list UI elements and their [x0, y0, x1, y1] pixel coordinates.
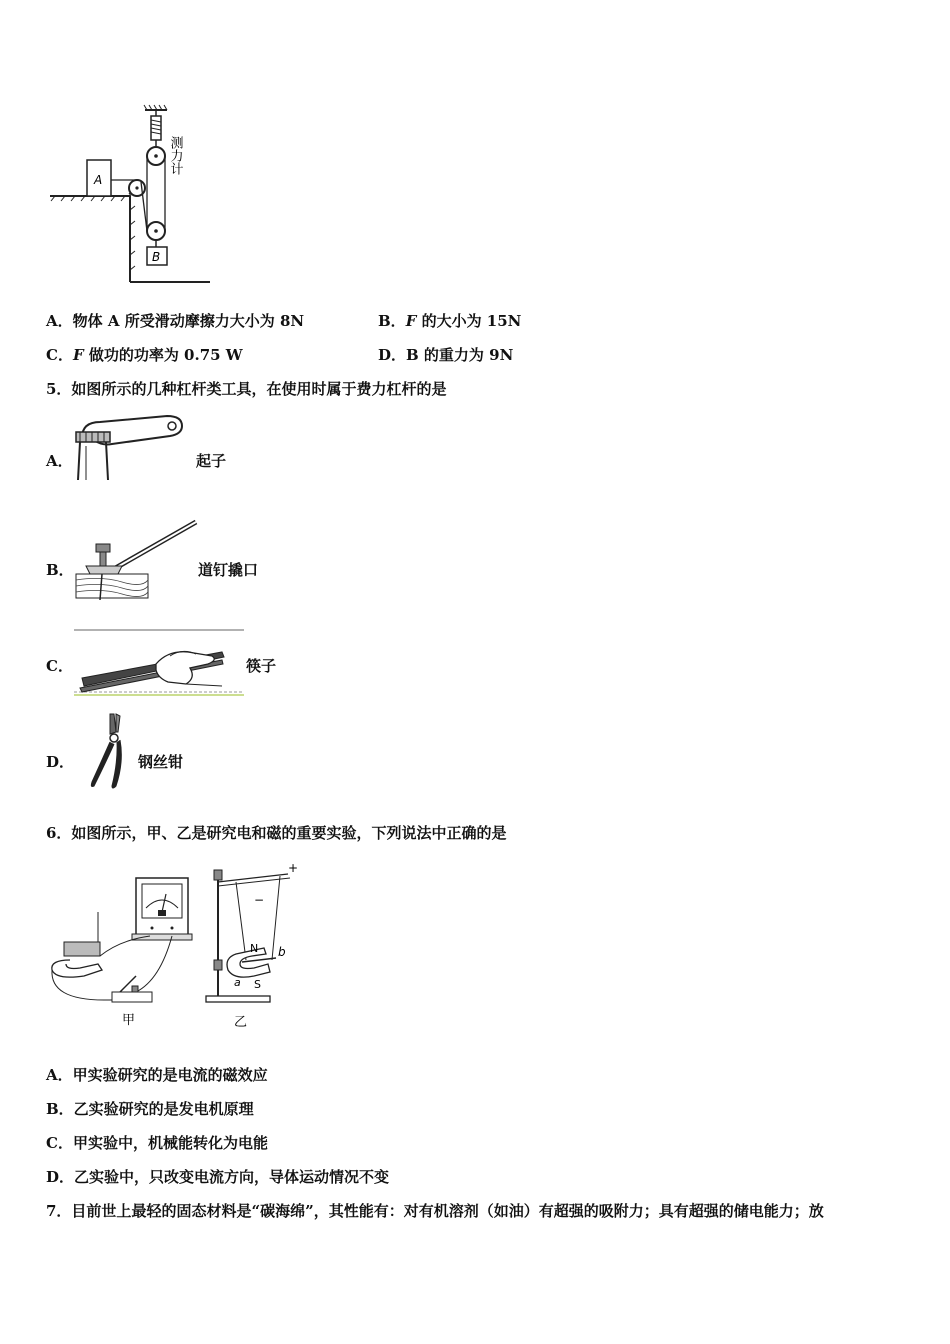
label-minus: − [254, 893, 265, 907]
q6-option-a: A．甲实验研究的是电流的磁效应 [46, 1066, 268, 1084]
q4-option-c [46, 345, 243, 365]
pliers-image [84, 710, 130, 790]
q5-option-d-label: 钢丝钳 [138, 753, 184, 771]
label-s: S [254, 978, 261, 991]
label-plus: + [288, 861, 299, 875]
label-n: N [250, 942, 259, 955]
q4-option-c-rest: 做功的功率为 0.75 W [83, 346, 243, 364]
q7-stem: 7．目前世上最轻的固态材料是“碳海绵”，其性能有：对有机溶剂（如油）有超强的吸附力；具有超强的储电能力；放 [46, 1202, 824, 1220]
label-a: a [234, 976, 241, 989]
q4-option-b-rest: 的大小为 15N [416, 312, 522, 330]
q6-option-b: B．乙实验研究的是发电机原理 [46, 1100, 254, 1118]
q5-option-b-label: 道钉撬口 [198, 561, 259, 579]
q4-option-d: D．B 的重力为 9N [378, 346, 514, 364]
caption-jia: 甲 [122, 1013, 136, 1028]
block-a-label: A [94, 173, 103, 187]
crowbar-image [72, 518, 202, 602]
q5-stem: 5．如图所示的几种杠杆类工具，在使用时属于费力杠杆的是 [46, 380, 447, 398]
caption-yi: 乙 [234, 1015, 248, 1030]
q6-stem: 6．如图所示，甲、乙是研究电和磁的重要实验，下列说法中正确的是 [46, 824, 507, 842]
chopsticks-image [72, 626, 248, 700]
q5-option-c-label: 筷子 [246, 657, 277, 675]
q6-option-d: D．乙实验中，只改变电流方向，导体运动情况不变 [46, 1168, 390, 1186]
pulley-figure [45, 100, 215, 290]
q5-option-c-letter: C． [46, 657, 73, 675]
q6-option-c: C．甲实验中，机械能转化为电能 [46, 1134, 268, 1152]
bottle-opener-image [72, 410, 187, 482]
spring-scale-label: 测力计 [167, 136, 183, 175]
pulley-diagram [45, 100, 215, 290]
q4-option-b-var: F [405, 312, 417, 330]
electromagnetism-figure [40, 860, 310, 1035]
block-b-label: B [152, 250, 161, 264]
q4-option-c-var: F [72, 346, 84, 364]
q4-option-a: A．物体 A 所受滑动摩擦力大小为 8N [46, 312, 305, 330]
q5-option-b-letter: B． [46, 561, 74, 579]
q4-option-c-prefix: C． [46, 346, 73, 364]
q4-option-b [378, 311, 521, 331]
q5-option-a-label: 起子 [196, 452, 227, 470]
label-b: b [278, 945, 286, 959]
q5-option-a-letter: A． [46, 452, 73, 470]
q5-option-d-letter: D． [46, 753, 75, 771]
q4-option-b-prefix: B． [378, 312, 406, 330]
